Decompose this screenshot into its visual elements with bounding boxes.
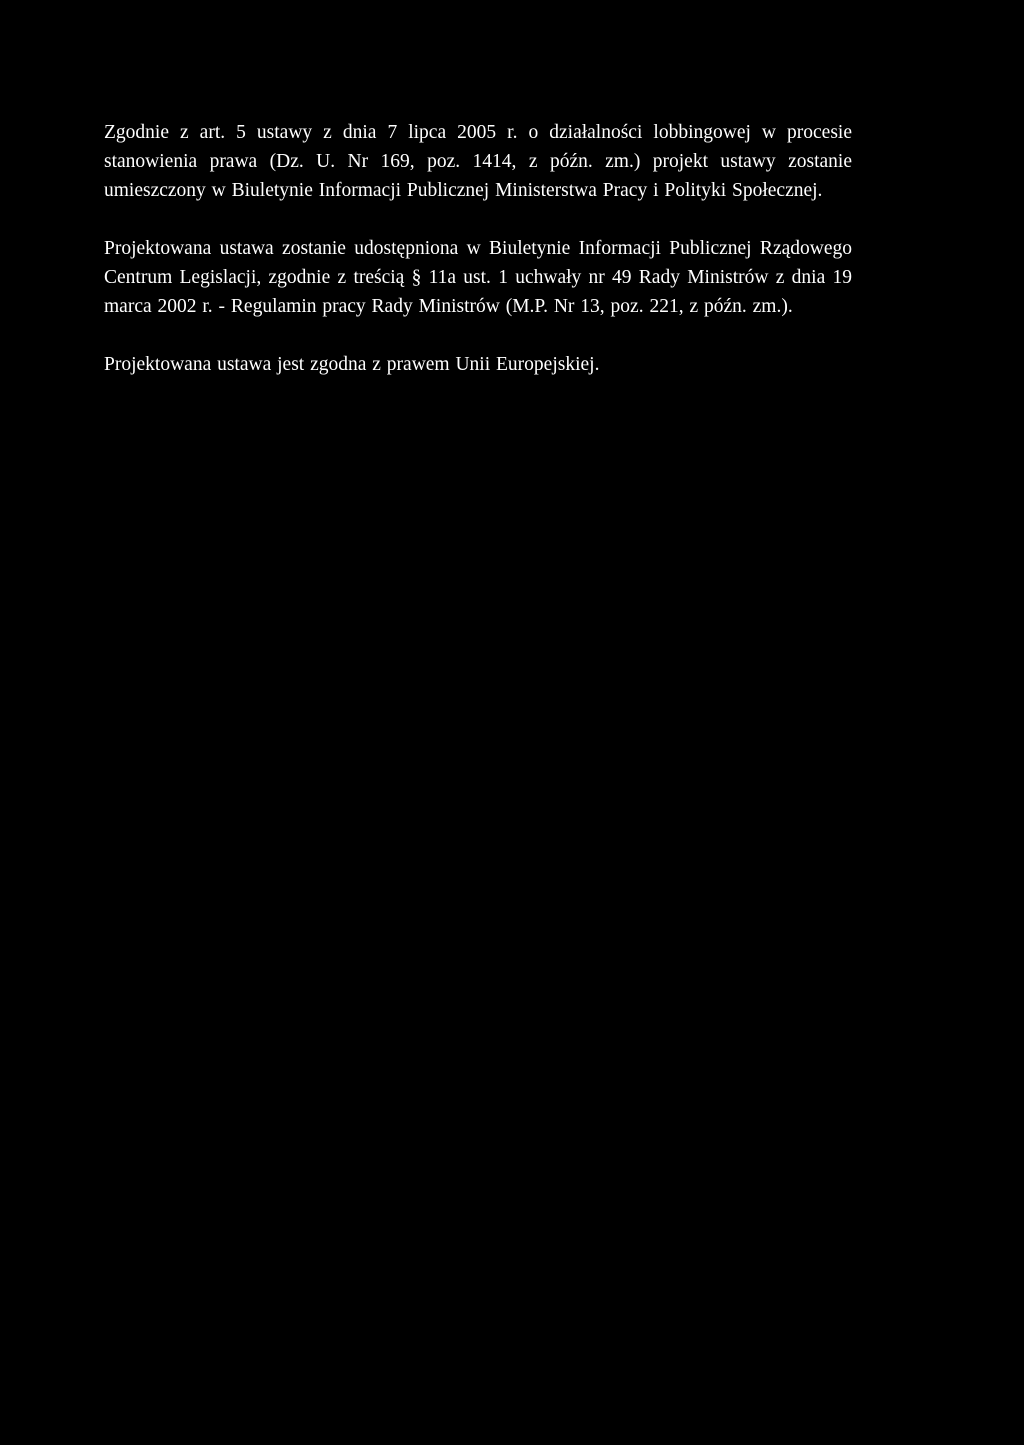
paragraph-legislation-center: Projektowana ustawa zostanie udostępniona w Biuletynie Informacji Publicznej Rządowego Centrum Legislacji, zgodnie z treścią § 11a ust. 1 uchwały nr 49 Rady Ministrów z dnia 19 marca 2002 r. - Regulamin pracy Rady Ministrów (M.P. Nr 13, poz. 221, z późn. zm.). — [104, 238, 852, 317]
document-body — [104, 118, 852, 379]
paragraph-lobbying-act: Zgodnie z art. 5 ustawy z dnia 7 lipca 2005 r. o działalności lobbingowej w procesie stanowienia prawa (Dz. U. Nr 169, poz. 1414, z późn. zm.) projekt ustawy zostanie umieszczony w Biuletynie Informacji Publicznej Ministerstwa Pracy i Polityki Społecznej. — [104, 122, 852, 201]
paragraph-eu-compliance: Projektowana ustawa jest zgodna z prawem Unii Europejskiej. — [104, 354, 600, 375]
